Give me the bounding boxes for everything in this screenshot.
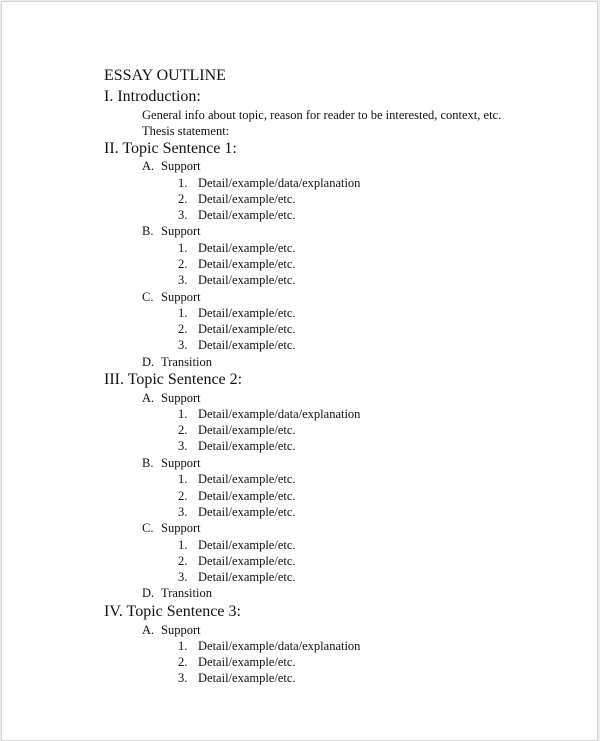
- outline-subpoint: A. Support: [142, 623, 201, 637]
- outline-detail: 3. Detail/example/etc.: [178, 570, 296, 584]
- outline-transition: D. Transition: [142, 586, 212, 600]
- outline-detail: 2. Detail/example/etc.: [178, 423, 296, 437]
- outline-subpoint: C. Support: [142, 290, 201, 304]
- outline-detail: 3. Detail/example/etc.: [178, 273, 296, 287]
- section-heading-topic-1: II. Topic Sentence 1:: [104, 140, 237, 157]
- outline-subpoint: A. Support: [142, 159, 201, 173]
- outline-detail: 1. Detail/example/etc.: [178, 538, 296, 552]
- section-heading-topic-2: III. Topic Sentence 2:: [104, 371, 243, 388]
- intro-general-info: General info about topic, reason for reader to be interested, context, etc.: [142, 108, 502, 122]
- outline-transition: D. Transition: [142, 355, 212, 369]
- outline-detail: 1. Detail/example/etc.: [178, 241, 296, 255]
- outline-detail: 3. Detail/example/etc.: [178, 439, 296, 453]
- outline-subpoint: C. Support: [142, 521, 201, 535]
- outline-detail: 1. Detail/example/data/explanation: [178, 176, 361, 190]
- outline-subpoint: B. Support: [142, 224, 201, 238]
- outline-detail: 3. Detail/example/etc.: [178, 505, 296, 519]
- outline-detail: 2. Detail/example/etc.: [178, 322, 296, 336]
- outline-detail: 3. Detail/example/etc.: [178, 671, 296, 685]
- document-page: [1, 1, 598, 741]
- intro-thesis-statement: Thesis statement:: [142, 124, 230, 138]
- outline-detail: 3. Detail/example/etc.: [178, 208, 296, 222]
- section-heading-introduction: I. Introduction:: [104, 88, 201, 105]
- outline-detail: 1. Detail/example/etc.: [178, 472, 296, 486]
- outline-detail: 2. Detail/example/etc.: [178, 554, 296, 568]
- outline-detail: 2. Detail/example/etc.: [178, 489, 296, 503]
- outline-detail: 1. Detail/example/data/explanation: [178, 407, 361, 421]
- outline-detail: 3. Detail/example/etc.: [178, 338, 296, 352]
- outline-detail: 2. Detail/example/etc.: [178, 655, 296, 669]
- outline-detail: 1. Detail/example/data/explanation: [178, 639, 361, 653]
- outline-subpoint: A. Support: [142, 391, 201, 405]
- outline-subpoint: B. Support: [142, 456, 201, 470]
- outline-detail: 2. Detail/example/etc.: [178, 257, 296, 271]
- outline-title: ESSAY OUTLINE: [104, 67, 226, 84]
- outline-detail: 2. Detail/example/etc.: [178, 192, 296, 206]
- outline-detail: 1. Detail/example/etc.: [178, 306, 296, 320]
- section-heading-topic-3: IV. Topic Sentence 3:: [104, 603, 241, 620]
